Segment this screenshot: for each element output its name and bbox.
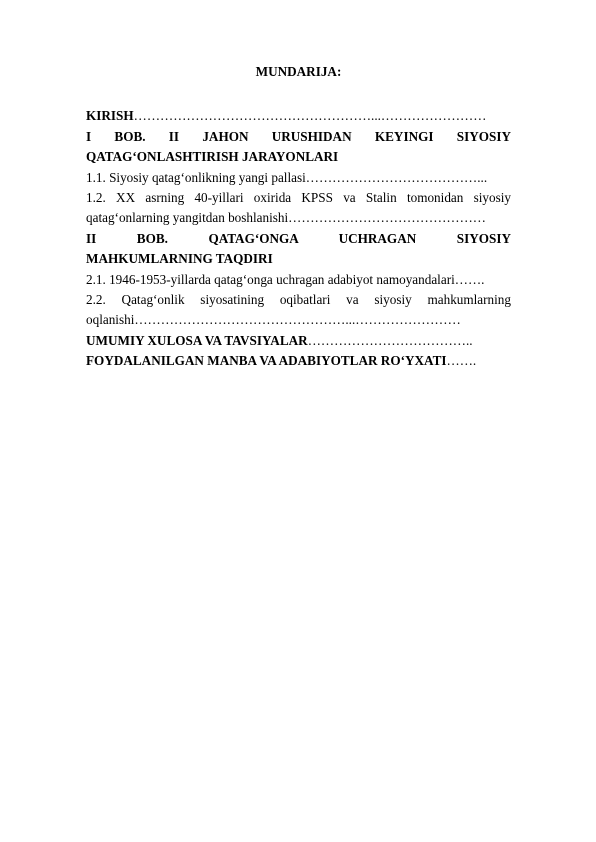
toc-entry-1-2-line-1 bbox=[86, 188, 511, 208]
toc-leader-dots: …………………………………………...…………………… bbox=[134, 312, 461, 328]
toc-leader-dots: ……………………………………… bbox=[288, 210, 486, 226]
toc-leader-dots: ………………………………………………...…………………… bbox=[133, 108, 487, 124]
toc-entry-text: qatag‘onlarning yangitdan boshlanishi bbox=[86, 210, 289, 226]
toc-entry-chapter-2-line-1 bbox=[86, 229, 511, 249]
toc-entry-heading: KIRISH bbox=[86, 108, 134, 124]
toc-entry-heading: UMUMIY XULOSA VA TAVSIYALAR bbox=[86, 332, 308, 348]
toc-entry-1-2-line-2 bbox=[86, 208, 511, 228]
toc-leader-dots: ……. bbox=[454, 271, 485, 287]
toc-entry-heading: II BOB. QATAG‘ONGA UCHRAGAN SIYOSIY bbox=[86, 230, 511, 246]
toc-entry-text: oqlanishi bbox=[86, 312, 135, 328]
toc-entry-heading: QATAG‘ONLASHTIRISH JARAYONLARI bbox=[86, 149, 339, 165]
toc-entry-heading: FOYDALANILGAN MANBA VA ADABIYOTLAR RO‘YXATI bbox=[86, 353, 447, 369]
toc-entry-heading: I BOB. II JAHON URUSHIDAN KEYINGI SIYOSIY bbox=[86, 128, 511, 144]
toc-entry-text: 1.2. XX asrning 40-yillari oxirida KPSS va Stalin tomonidan siyosiy bbox=[86, 190, 511, 206]
toc-leader-dots: ……. bbox=[446, 353, 477, 369]
toc-entry-chapter-1-line-1 bbox=[86, 127, 511, 147]
toc-entry-text: 1.1. Siyosiy qatag‘onlikning yangi pallasi bbox=[86, 169, 306, 185]
toc-entry-heading: MAHKUMLARNING TAQDIRI bbox=[86, 251, 273, 267]
toc-leader-dots: …………………………………... bbox=[305, 169, 488, 185]
toc-entry-conclusion bbox=[86, 331, 511, 351]
table-of-contents bbox=[86, 62, 511, 372]
toc-entry-2-2-line-2 bbox=[86, 310, 511, 330]
toc-title: MUNDARIJA: bbox=[255, 64, 342, 79]
toc-entry-chapter-1-line-2 bbox=[86, 147, 511, 167]
toc-entry-chapter-2-line-2 bbox=[86, 249, 511, 269]
toc-entry-2-2-line-1 bbox=[86, 290, 511, 310]
toc-leader-dots: ……………………………….. bbox=[307, 332, 473, 348]
toc-entry-text: 2.1. 1946-1953-yillarda qatag‘onga uchragan adabiyot namoyandalari bbox=[86, 271, 455, 287]
toc-entry-kirish bbox=[86, 106, 511, 126]
toc-entry-1-1 bbox=[86, 168, 511, 188]
toc-entry-bibliography bbox=[86, 351, 511, 371]
toc-entry-2-1 bbox=[86, 270, 511, 290]
toc-entry-text: 2.2. Qatag‘onlik siyosatining oqibatlari va siyosiy mahkumlarning bbox=[86, 292, 511, 308]
